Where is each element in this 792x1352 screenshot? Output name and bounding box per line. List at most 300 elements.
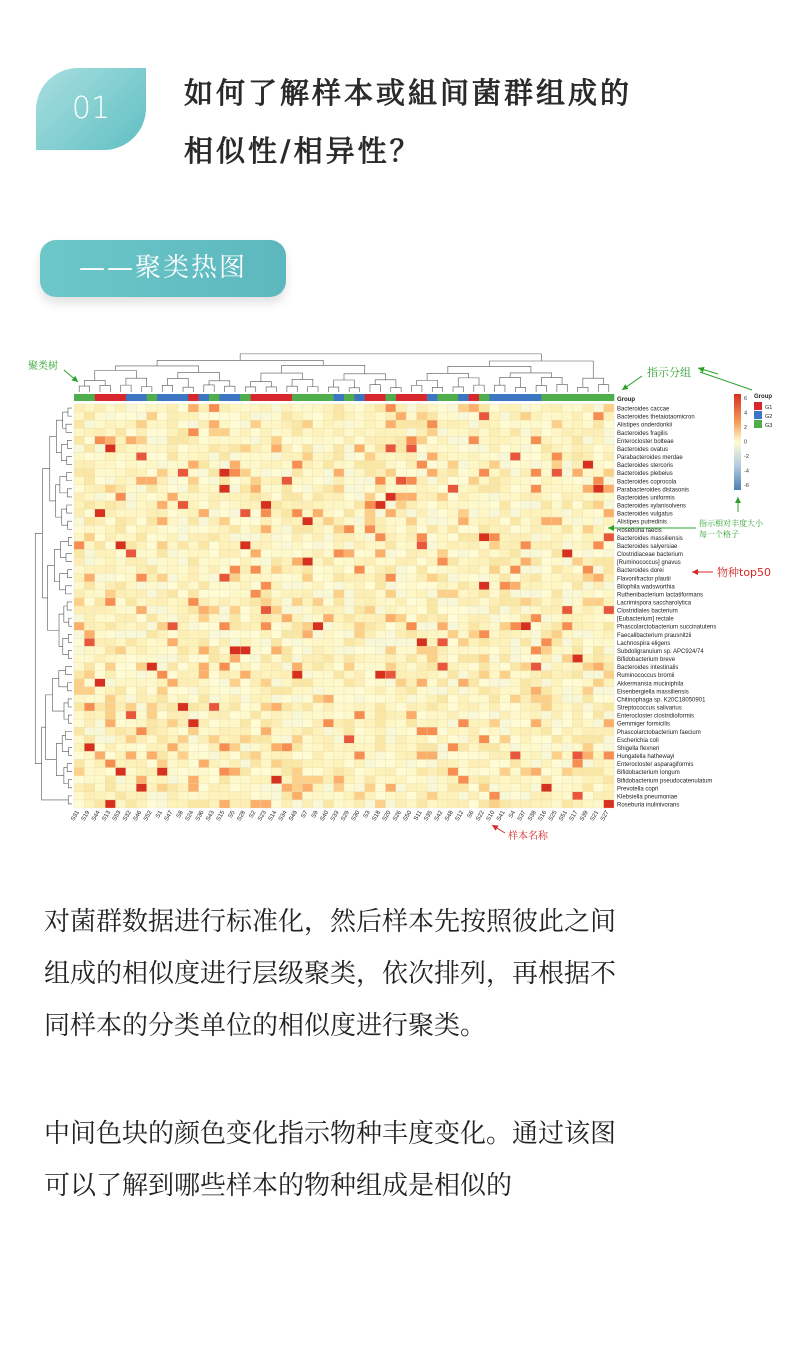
heatmap-cell: [136, 574, 146, 582]
heatmap-cell: [136, 590, 146, 598]
heatmap-cell: [479, 606, 489, 614]
heatmap-cell: [448, 735, 458, 743]
heatmap-cell: [489, 420, 499, 428]
heatmap-cell: [531, 654, 541, 662]
heatmap-cell: [126, 768, 136, 776]
heatmap-cell: [604, 743, 614, 751]
heatmap-cell: [365, 444, 375, 452]
heatmap-cell: [354, 735, 364, 743]
heatmap-cell: [84, 743, 94, 751]
heatmap-cell: [219, 687, 229, 695]
heatmap-cell: [417, 776, 427, 784]
heatmap-cell: [74, 687, 84, 695]
heatmap-cell: [344, 768, 354, 776]
heatmap-cell: [458, 582, 468, 590]
heatmap-cell: [354, 703, 364, 711]
heatmap-cell: [313, 687, 323, 695]
heatmap-cell: [188, 646, 198, 654]
heatmap-cell: [323, 800, 333, 808]
heatmap-cell: [282, 509, 292, 517]
heatmap-cell: [84, 541, 94, 549]
annotation-group-label: 指示分组: [647, 366, 691, 379]
heatmap-cell: [219, 735, 229, 743]
heatmap-cell: [562, 776, 572, 784]
heatmap-cell: [500, 501, 510, 509]
heatmap-cell: [313, 711, 323, 719]
heatmap-cell: [365, 792, 375, 800]
heatmap-cell: [562, 687, 572, 695]
heatmap-cell: [126, 501, 136, 509]
heatmap-cell: [167, 582, 177, 590]
heatmap-cell: [178, 598, 188, 606]
heatmap-cell: [448, 436, 458, 444]
heatmap-cell: [531, 444, 541, 452]
group-cell: [344, 394, 355, 401]
heatmap-cell: [489, 485, 499, 493]
heatmap-cell: [157, 533, 167, 541]
heatmap-cell: [261, 598, 271, 606]
heatmap-cell: [583, 784, 593, 792]
heatmap-cell: [521, 703, 531, 711]
heatmap-cell: [552, 558, 562, 566]
heatmap-cell: [500, 687, 510, 695]
heatmap-cell: [354, 477, 364, 485]
heatmap-cell: [116, 541, 126, 549]
heatmap-cell: [84, 533, 94, 541]
heatmap-cell: [302, 509, 312, 517]
heatmap-cell: [417, 566, 427, 574]
heatmap-cell: [178, 687, 188, 695]
heatmap-cell: [375, 760, 385, 768]
heatmap-cell: [458, 792, 468, 800]
heatmap-cell: [541, 614, 551, 622]
heatmap-cell: [406, 590, 416, 598]
heatmap-cell: [323, 646, 333, 654]
heatmap-cell: [500, 404, 510, 412]
heatmap-cell: [489, 735, 499, 743]
heatmap-cell: [375, 477, 385, 485]
heatmap-cell: [521, 541, 531, 549]
heatmap-cell: [251, 517, 261, 525]
heatmap-cell: [531, 452, 541, 460]
heatmap-cell: [292, 622, 302, 630]
heatmap-cell: [105, 703, 115, 711]
heatmap-cell: [188, 687, 198, 695]
species-label: Escherichia coli: [617, 737, 659, 744]
heatmap-cell: [147, 614, 157, 622]
heatmap-cell: [178, 703, 188, 711]
p1-line-2: 组成的相似度进行层级聚类，依次排列，再根据不: [44, 959, 617, 989]
heatmap-cell: [230, 784, 240, 792]
heatmap-cell: [562, 598, 572, 606]
heatmap-cell: [479, 566, 489, 574]
species-label: Faecalibacterium prausnitzii: [617, 632, 692, 639]
heatmap-cell: [95, 501, 105, 509]
heatmap-cell: [219, 646, 229, 654]
heatmap-cell: [479, 751, 489, 759]
heatmap-cell: [261, 622, 271, 630]
heatmap-cell: [261, 654, 271, 662]
heatmap-cell: [313, 477, 323, 485]
section-number: 01: [71, 91, 111, 126]
heatmap-cell: [354, 404, 364, 412]
heatmap-cell: [479, 743, 489, 751]
heatmap-cell: [593, 485, 603, 493]
heatmap-cell: [230, 768, 240, 776]
heatmap-cell: [510, 735, 520, 743]
heatmap-cell: [84, 469, 94, 477]
heatmap-cell: [302, 654, 312, 662]
heatmap-cell: [105, 525, 115, 533]
heatmap-cell: [489, 646, 499, 654]
sample-label: S47: [163, 810, 175, 823]
heatmap-cell: [593, 574, 603, 582]
heatmap-cell: [219, 412, 229, 420]
heatmap-cell: [271, 614, 281, 622]
heatmap-cell: [427, 477, 437, 485]
heatmap-cell: [417, 671, 427, 679]
heatmap-cell: [84, 420, 94, 428]
heatmap-cell: [261, 517, 271, 525]
heatmap-cell: [209, 703, 219, 711]
heatmap-cell: [386, 776, 396, 784]
heatmap-cell: [458, 679, 468, 687]
heatmap-cell: [354, 517, 364, 525]
heatmap-cell: [531, 501, 541, 509]
heatmap-cell: [334, 493, 344, 501]
heatmap-cell: [230, 735, 240, 743]
heatmap-cell: [302, 452, 312, 460]
heatmap-cell: [562, 404, 572, 412]
heatmap-cell: [593, 711, 603, 719]
heatmap-cell: [427, 444, 437, 452]
heatmap-cell: [541, 727, 551, 735]
heatmap-cell: [479, 574, 489, 582]
heatmap-cell: [510, 469, 520, 477]
heatmap-cell: [271, 444, 281, 452]
heatmap-cell: [469, 461, 479, 469]
heatmap-cell: [541, 743, 551, 751]
heatmap-cell: [147, 582, 157, 590]
heatmap-cell: [334, 461, 344, 469]
heatmap-cell: [375, 614, 385, 622]
heatmap-cell: [302, 549, 312, 557]
heatmap-cell: [271, 404, 281, 412]
heatmap-cell: [593, 517, 603, 525]
heatmap-cell: [230, 582, 240, 590]
heatmap-cell: [489, 452, 499, 460]
heatmap-cell: [261, 566, 271, 574]
sample-label: S46: [132, 810, 144, 823]
heatmap-cell: [448, 501, 458, 509]
heatmap-cell: [510, 727, 520, 735]
heatmap-cell: [365, 711, 375, 719]
section-label: ——聚类热图: [78, 253, 247, 283]
heatmap-cell: [147, 695, 157, 703]
heatmap-cell: [230, 711, 240, 719]
heatmap-cell: [572, 792, 582, 800]
heatmap-cell: [261, 590, 271, 598]
heatmap-cell: [510, 566, 520, 574]
heatmap-cell: [105, 638, 115, 646]
heatmap-cell: [510, 784, 520, 792]
heatmap-cell: [365, 549, 375, 557]
heatmap-cell: [230, 477, 240, 485]
heatmap-cell: [334, 428, 344, 436]
heatmap-cell: [105, 776, 115, 784]
heatmap-cell: [572, 485, 582, 493]
heatmap-cell: [136, 679, 146, 687]
heatmap-cell: [74, 630, 84, 638]
heatmap-cell: [510, 663, 520, 671]
heatmap-cell: [95, 751, 105, 759]
heatmap-cell: [261, 671, 271, 679]
heatmap-cell: [354, 436, 364, 444]
heatmap-cell: [167, 525, 177, 533]
species-label: Akkermansia muciniphila: [617, 681, 684, 688]
heatmap-cell: [458, 663, 468, 671]
group-legend-swatch: [754, 411, 762, 419]
heatmap-cell: [531, 679, 541, 687]
heatmap-cell: [323, 743, 333, 751]
heatmap-cell: [178, 776, 188, 784]
heatmap-cell: [282, 646, 292, 654]
heatmap-cell: [396, 501, 406, 509]
heatmap-cell: [95, 638, 105, 646]
heatmap-cell: [583, 549, 593, 557]
heatmap-cell: [323, 582, 333, 590]
sample-label: S48: [444, 810, 455, 823]
heatmap-cell: [541, 606, 551, 614]
heatmap-cell: [302, 622, 312, 630]
scale-tick-label: 2: [744, 425, 748, 431]
heatmap-cell: [365, 727, 375, 735]
heatmap-cell: [448, 598, 458, 606]
heatmap-cell: [147, 751, 157, 759]
heatmap-cell: [531, 695, 541, 703]
heatmap-cell: [572, 768, 582, 776]
species-label: Bacteroides xylanisolvens: [617, 503, 687, 510]
heatmap-cell: [531, 646, 541, 654]
heatmap-cell: [282, 598, 292, 606]
heatmap-cell: [188, 549, 198, 557]
heatmap-cell: [386, 420, 396, 428]
heatmap-cell: [167, 541, 177, 549]
heatmap-cell: [116, 792, 126, 800]
heatmap-cell: [593, 784, 603, 792]
heatmap-cell: [562, 735, 572, 743]
heatmap-cell: [396, 687, 406, 695]
heatmap-cell: [552, 549, 562, 557]
heatmap-cell: [230, 525, 240, 533]
heatmap-cell: [406, 687, 416, 695]
heatmap-cell: [396, 485, 406, 493]
heatmap-cell: [116, 501, 126, 509]
heatmap-cell: [531, 776, 541, 784]
heatmap-cell: [240, 574, 250, 582]
heatmap-cell: [116, 452, 126, 460]
heatmap-cell: [313, 485, 323, 493]
heatmap-cell: [178, 760, 188, 768]
heatmap-cell: [230, 444, 240, 452]
heatmap-cell: [437, 469, 447, 477]
heatmap-cell: [344, 517, 354, 525]
heatmap-cell: [458, 776, 468, 784]
heatmap-cell: [375, 436, 385, 444]
heatmap-cell: [271, 452, 281, 460]
heatmap-cell: [386, 703, 396, 711]
heatmap-cell: [375, 735, 385, 743]
heatmap-cell: [386, 582, 396, 590]
heatmap-cell: [199, 517, 209, 525]
heatmap-cell: [572, 743, 582, 751]
heatmap-cell: [458, 784, 468, 792]
heatmap-cell: [531, 638, 541, 646]
heatmap-cell: [209, 533, 219, 541]
heatmap-cell: [354, 768, 364, 776]
heatmap-cell: [167, 549, 177, 557]
heatmap-cell: [240, 541, 250, 549]
group-cell: [105, 394, 116, 401]
heatmap-cell: [240, 719, 250, 727]
heatmap-cell: [562, 638, 572, 646]
heatmap-cell: [178, 606, 188, 614]
heatmap-cell: [116, 735, 126, 743]
heatmap-cell: [95, 784, 105, 792]
heatmap-cell: [219, 751, 229, 759]
heatmap-cell: [251, 614, 261, 622]
heatmap-cell: [292, 477, 302, 485]
heatmap-cell: [126, 477, 136, 485]
heatmap-cell: [157, 412, 167, 420]
heatmap-cell: [365, 671, 375, 679]
heatmap-cell: [74, 582, 84, 590]
heatmap-cell: [271, 695, 281, 703]
heatmap-cell: [313, 743, 323, 751]
heatmap-cell: [84, 598, 94, 606]
heatmap-cell: [261, 735, 271, 743]
heatmap-cell: [500, 420, 510, 428]
heatmap-cell: [500, 509, 510, 517]
heatmap-cell: [230, 679, 240, 687]
heatmap-cell: [583, 590, 593, 598]
heatmap-cell: [230, 558, 240, 566]
heatmap-cell: [458, 493, 468, 501]
heatmap-cell: [116, 493, 126, 501]
heatmap-cell: [323, 444, 333, 452]
heatmap-cell: [458, 768, 468, 776]
heatmap-cell: [271, 428, 281, 436]
heatmap-cell: [199, 558, 209, 566]
species-label: Clostridiales bacterium: [617, 608, 678, 615]
heatmap-cell: [469, 428, 479, 436]
heatmap-cell: [105, 727, 115, 735]
sample-label: S5: [227, 810, 237, 820]
heatmap-cell: [469, 792, 479, 800]
heatmap-cell: [147, 469, 157, 477]
heatmap-cell: [479, 598, 489, 606]
heatmap-cell: [427, 768, 437, 776]
heatmap-cell: [541, 679, 551, 687]
heatmap-cell: [417, 679, 427, 687]
heatmap-cell: [126, 485, 136, 493]
heatmap-cell: [95, 566, 105, 574]
heatmap-cell: [344, 735, 354, 743]
heatmap-cell: [178, 711, 188, 719]
heatmap-cell: [489, 751, 499, 759]
heatmap-cell: [219, 582, 229, 590]
heatmap-cell: [458, 711, 468, 719]
heatmap-cell: [292, 574, 302, 582]
heatmap-cell: [458, 622, 468, 630]
heatmap-cell: [95, 614, 105, 622]
heatmap-cell: [344, 404, 354, 412]
heatmap-cell: [157, 485, 167, 493]
heatmap-cell: [375, 541, 385, 549]
heatmap-cell: [500, 679, 510, 687]
heatmap-cell: [531, 614, 541, 622]
heatmap-cell: [199, 461, 209, 469]
heatmap-cell: [417, 768, 427, 776]
species-label: [Eubacterium] rectale: [617, 616, 674, 623]
heatmap-cell: [365, 517, 375, 525]
species-label: Bifidobacterium pseudocatenulatum: [617, 778, 713, 785]
heatmap-cell: [552, 574, 562, 582]
heatmap-cell: [354, 614, 364, 622]
group-cell: [375, 394, 386, 401]
heatmap-cell: [84, 614, 94, 622]
heatmap-cell: [157, 703, 167, 711]
heatmap-cell: [531, 622, 541, 630]
heatmap-cell: [469, 525, 479, 533]
heatmap-cell: [323, 687, 333, 695]
heatmap-cell: [157, 776, 167, 784]
species-label: Bilophila wadsworthia: [617, 584, 675, 591]
heatmap-cell: [334, 533, 344, 541]
heatmap-cell: [375, 598, 385, 606]
heatmap-cell: [230, 509, 240, 517]
heatmap-cell: [489, 776, 499, 784]
heatmap-cell: [230, 485, 240, 493]
heatmap-cell: [74, 800, 84, 808]
heatmap-cell: [84, 412, 94, 420]
heatmap-cell: [188, 566, 198, 574]
heatmap-cell: [417, 606, 427, 614]
heatmap-cell: [417, 452, 427, 460]
heatmap-cell: [188, 727, 198, 735]
heatmap-cell: [593, 719, 603, 727]
heatmap-cell: [406, 477, 416, 485]
heatmap-cell: [437, 485, 447, 493]
heatmap-cell: [344, 501, 354, 509]
heatmap-cell: [552, 638, 562, 646]
heatmap-cell: [531, 590, 541, 598]
heatmap-cell: [323, 784, 333, 792]
heatmap-cell: [552, 412, 562, 420]
heatmap-cell: [437, 428, 447, 436]
heatmap-cell: [344, 719, 354, 727]
heatmap-cell: [593, 630, 603, 638]
heatmap-cell: [188, 461, 198, 469]
heatmap-cell: [157, 558, 167, 566]
heatmap-cell: [147, 477, 157, 485]
heatmap-cell: [417, 436, 427, 444]
heatmap-cell: [552, 533, 562, 541]
heatmap-cell: [552, 428, 562, 436]
heatmap-cell: [437, 533, 447, 541]
heatmap-cell: [344, 485, 354, 493]
heatmap-cell: [209, 638, 219, 646]
